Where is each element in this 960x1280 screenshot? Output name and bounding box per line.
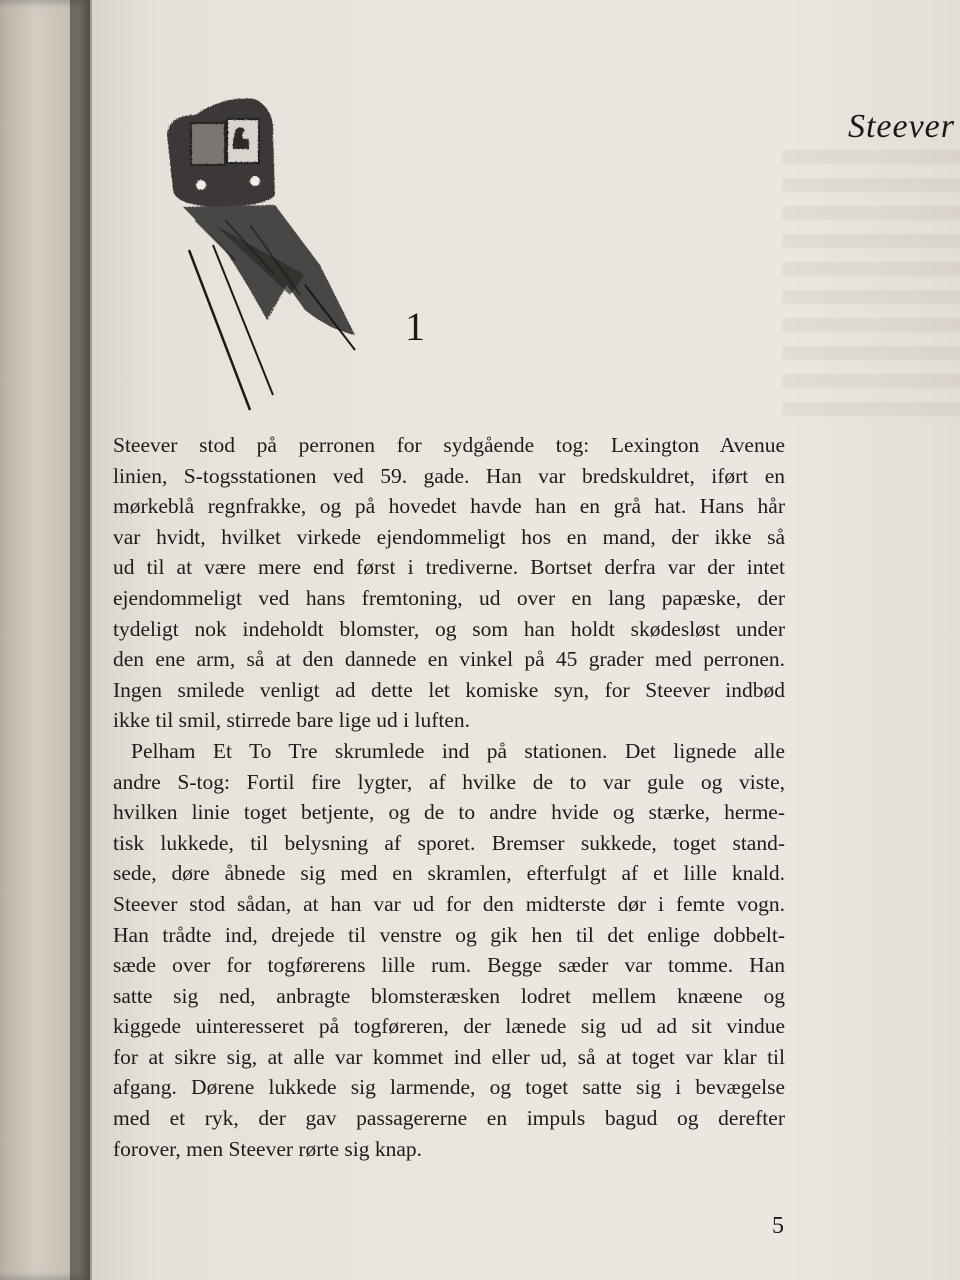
text-line: Ingen smilede venligt ad dette let komiske syn, for Steever indbød <box>113 677 785 702</box>
show-through-text <box>782 150 960 430</box>
text-line: mørkeblå regnfrakke, og på hovedet havde han en grå hat. Hans hår <box>113 494 785 519</box>
paragraph-1 <box>113 430 785 736</box>
text-line: tisk lukkede, til belysning af sporet. Bremser sukkede, toget stand- <box>113 830 785 855</box>
text-line: afgang. Dørene lukkede sig larmende, og toget satte sig i bevægelse <box>113 1075 785 1100</box>
text-line: forover, men Steever rørte sig knap. <box>113 1136 422 1161</box>
chapter-number: 1 <box>405 304 425 349</box>
text-line: tydeligt nok indeholdt blomster, og som han holdt skødesløst under <box>113 616 785 641</box>
running-head: Steever <box>847 108 955 145</box>
text-line: var hvidt, hvilket virkede ejendommeligt hos en mand, der ikke så <box>113 524 785 549</box>
text-line: hvilken linie toget betjente, og de to andre hvide og stærke, herme- <box>113 800 785 825</box>
text-line: Pelham Et To Tre skrumlede ind på stationen. Det lignede alle <box>131 738 785 763</box>
text-line: sede, døre åbnede sig med en skramlen, efterfulgt af et lille knald. <box>113 861 785 886</box>
text-line: den ene arm, så at den dannede en vinkel på 45 grader med perronen. <box>113 647 785 672</box>
page-number: 5 <box>772 1213 784 1239</box>
text-line: sæde over for togførerens lille rum. Begge sæder var tomme. Han <box>113 953 785 978</box>
subway-train-icon <box>155 95 365 415</box>
text-line: Han trådte ind, drejede til venstre og gik hen til det enlige dobbelt- <box>113 922 785 947</box>
text-line: ud til at være mere end først i trediverne. Bortset derfra var der intet <box>113 555 785 580</box>
text-line: andre S-tog: Fortil fire lygter, af hvilke de to var gule og viste, <box>113 769 785 794</box>
text-line: satte sig ned, anbragte blomsteræsken lodret mellem knæene og <box>113 983 785 1008</box>
text-line: linien, S-togsstationen ved 59. gade. Han var bredskuldret, iført en <box>113 463 785 488</box>
text-line: med et ryk, der gav passagererne en impuls bagud og derefter <box>113 1106 785 1131</box>
paragraph-2 <box>113 736 785 1164</box>
text-line: for at sikre sig, at alle var kommet ind eller ud, så at toget var klar til <box>113 1044 785 1069</box>
body-text <box>113 430 785 1164</box>
text-line: ikke til smil, stirrede bare lige ud i luften. <box>113 708 471 733</box>
text-line: ejendommeligt ved hans fremtoning, ud over en lang papæske, der <box>113 585 785 610</box>
text-line: Steever stod på perronen for sydgående tog: Lexington Avenue <box>113 433 785 457</box>
text-line: kiggede uinteresseret på togføreren, der lænede sig ud ad sit vindue <box>113 1014 785 1039</box>
text-line: Steever stod sådan, at han var ud for den midterste dør i femte vogn. <box>113 891 785 916</box>
